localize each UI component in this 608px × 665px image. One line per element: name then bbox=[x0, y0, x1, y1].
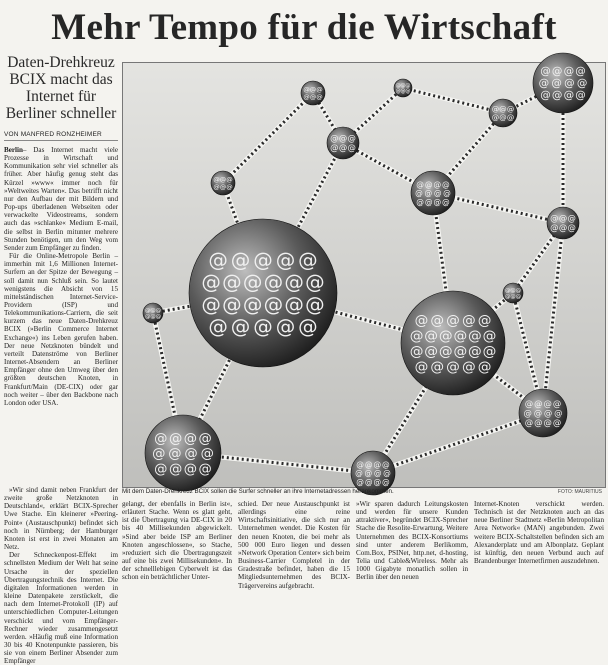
at-symbol: @ bbox=[373, 477, 382, 487]
at-symbol: @ bbox=[330, 142, 339, 153]
at-symbol: @ bbox=[200, 446, 214, 462]
at-symbol: @ bbox=[538, 77, 550, 90]
at-symbol: @ bbox=[558, 213, 568, 224]
at-symbol: @ bbox=[414, 359, 429, 376]
at-symbol: @ bbox=[424, 188, 433, 198]
at-symbol: @ bbox=[242, 292, 263, 316]
at-symbol: @ bbox=[433, 179, 442, 189]
at-symbol: @ bbox=[540, 89, 551, 102]
at-symbol: @ bbox=[168, 446, 182, 462]
at-symbol: @ bbox=[382, 477, 390, 487]
at-symbol: @ bbox=[201, 292, 221, 316]
byline: VON MANFRED RONZHEIMER bbox=[4, 131, 118, 141]
at-symbol: @ bbox=[515, 293, 522, 300]
article-column-4: »Wir sparen dadurch Leitungskosten und werden für unsere Kunden attraktiver«, begründet BCIX-Sprecher Stache die Resolite-Erwartung. Weitere Unternehmen des BCIX-Konsortiums sind unter anderem Berlikomm, Com.Box, PSINet, http.net, d-hosting, Telia und Cable&Wireless. Mehr als 1000 Gigabyte monatlich sollen in Berlin über den neuen bbox=[356, 500, 468, 582]
at-symbol: @ bbox=[222, 292, 242, 316]
article-column-5: Internet-Knoten verschickt werden. Technisch ist der Netzknoten auch an das neue Berliner Stadtnetz »Berlin Metropolitan Area Network« (MAN) angebunden. Zwei weitere BCIX-Schaltstellen befinden sich am Alexanderplatz und am Albonplatz. Geplant ist künftig, den neuen Verbund auch auf Brandenburger Internetfirmen auszudehnen. bbox=[474, 500, 604, 566]
at-symbol: @ bbox=[305, 292, 325, 316]
at-symbol: @ bbox=[184, 446, 198, 462]
at-symbol: @ bbox=[373, 468, 382, 478]
at-symbol: @ bbox=[383, 468, 391, 478]
at-sphere bbox=[411, 171, 455, 215]
at-sphere bbox=[145, 415, 221, 491]
at-symbol: @ bbox=[433, 188, 442, 198]
at-symbol: @ bbox=[534, 398, 543, 409]
at-symbol: @ bbox=[405, 88, 411, 95]
at-symbol: @ bbox=[168, 431, 183, 447]
at-symbol: @ bbox=[499, 112, 507, 122]
at-symbol: @ bbox=[303, 93, 310, 101]
at-symbol: @ bbox=[551, 89, 563, 102]
at-symbol: @ bbox=[263, 292, 284, 316]
at-symbol: @ bbox=[330, 133, 339, 144]
at-symbol: @ bbox=[356, 459, 364, 469]
article-column-1 bbox=[4, 146, 118, 486]
at-symbol: @ bbox=[168, 461, 183, 477]
at-symbol: @ bbox=[395, 83, 401, 90]
at-symbol: @ bbox=[442, 197, 450, 207]
at-sphere bbox=[327, 127, 359, 159]
at-sphere bbox=[533, 53, 593, 113]
at-symbol: @ bbox=[446, 312, 460, 329]
article-column-2: gelangt, der ebenfalls in Berlin ist«, erläutert Stache. Wenn es glatt geht, ist die Übertragung via DE-CIX in 20 bis 40 Millisekunden abgewickelt. »Sind aber beide ISP am Berliner Knoten angeschlossen«, so Stache, »reduziert sich die Übertragungszeit auf eine bis zwei Millisekunden«. In der schnelllebigen Cyberwelt ist das schon ein beträchtlicher Unter- bbox=[122, 500, 232, 582]
photo-illustration bbox=[123, 63, 605, 487]
at-symbol: @ bbox=[338, 133, 348, 144]
at-symbol: @ bbox=[554, 407, 563, 418]
at-symbol: @ bbox=[219, 176, 227, 184]
at-symbol: @ bbox=[453, 343, 468, 360]
at-symbol: @ bbox=[424, 197, 433, 207]
at-symbol: @ bbox=[506, 104, 515, 114]
at-symbol: @ bbox=[409, 327, 424, 344]
at-symbol: @ bbox=[338, 142, 348, 153]
at-symbol: @ bbox=[364, 477, 373, 487]
at-symbol: @ bbox=[482, 327, 497, 344]
at-symbol: @ bbox=[491, 104, 500, 114]
at-sphere bbox=[547, 207, 579, 239]
at-symbol: @ bbox=[534, 417, 543, 428]
at-symbol: @ bbox=[213, 176, 220, 184]
at-symbol: @ bbox=[226, 176, 233, 184]
paragraph-1: Berlin– Das Internet macht viele Prozesse in Wirtschaft und Kommunikation sehr viel schneller als früher. Aber häufig genug steht das Kürzel »www« immer noch für »Weltweites Warten«. Das betrifft nicht nur den Aufbau der mit Bildern und Pop-ups überladenen Webseiten oder verwackelte Videostreams, sondern auch das »schlanke« Medium E-mail, die selbst in Berlin mitunter mehrere Stunden benötigen, um den Weg vom Sender zum Empfänger zu finden. bbox=[4, 146, 118, 252]
at-symbol: @ bbox=[219, 183, 227, 191]
at-symbol: @ bbox=[477, 359, 492, 376]
at-symbol: @ bbox=[144, 313, 151, 320]
at-symbol: @ bbox=[298, 248, 318, 272]
at-symbol: @ bbox=[226, 183, 233, 191]
at-symbol: @ bbox=[482, 343, 497, 360]
at-symbol: @ bbox=[491, 112, 500, 122]
at-symbol: @ bbox=[443, 188, 451, 198]
at-symbol: @ bbox=[504, 287, 511, 294]
article-column-3: schied. Der neue Austauschpunkt ist allerdings eine reine Wirtschaftsinitiative, die sich nur an Unternehmen wendet. Die Kosten für den neuen Knoten, die bei mehr als 500 000 Euro liegen und dessen »Network Operation Center« sich beim Business-Carrier Completel in der Gradestraße befindet, haben die 15 Mitgliedsunternehmen des BCIX-Trägervereins aufgebracht. bbox=[238, 500, 350, 590]
at-symbol: @ bbox=[415, 188, 423, 198]
at-symbol: @ bbox=[430, 359, 445, 376]
at-symbol: @ bbox=[468, 327, 482, 344]
at-symbol: @ bbox=[543, 407, 553, 418]
at-symbol: @ bbox=[576, 77, 588, 90]
at-sphere bbox=[401, 291, 505, 395]
at-symbol: @ bbox=[477, 312, 492, 329]
at-symbol: @ bbox=[567, 213, 576, 224]
at-symbol: @ bbox=[510, 287, 516, 294]
at-symbol: @ bbox=[309, 86, 317, 94]
at-symbol: @ bbox=[316, 86, 323, 94]
network-spheres-photo bbox=[122, 62, 606, 488]
deck: Daten-Drehkreuz BCIX macht das Internet für Berliner schneller bbox=[5, 54, 117, 122]
at-symbol: @ bbox=[382, 459, 390, 469]
at-symbol: @ bbox=[208, 315, 228, 339]
at-symbol: @ bbox=[416, 197, 424, 207]
paragraph-3: »Wir sind damit neben Frankfurt der zweite große Netzknoten in Deutschland«, erklärt BCIX-Sprecher Uwe Stache. Ein kleinerer »Peering-Point« (Austauschpunkt) befindet sich noch in Nürnberg; der Hamburger Knoten ist erst in zwei Monaten am Netz. bbox=[4, 486, 118, 552]
at-symbol: @ bbox=[551, 77, 562, 90]
at-symbol: @ bbox=[275, 315, 296, 339]
at-symbol: @ bbox=[183, 431, 198, 447]
at-symbol: @ bbox=[222, 270, 242, 294]
at-symbol: @ bbox=[558, 222, 568, 233]
at-symbol: @ bbox=[150, 307, 156, 314]
at-symbol: @ bbox=[424, 179, 433, 189]
at-symbol: @ bbox=[309, 93, 317, 101]
at-symbol: @ bbox=[347, 142, 356, 153]
at-symbol: @ bbox=[563, 89, 575, 102]
photo-credit: FOTO: MAURITIUS bbox=[557, 489, 602, 495]
at-sphere bbox=[143, 303, 163, 323]
at-symbol: @ bbox=[468, 343, 482, 360]
at-symbol: @ bbox=[433, 197, 442, 207]
at-sphere bbox=[189, 219, 337, 367]
at-symbol: @ bbox=[446, 359, 460, 376]
at-symbol: @ bbox=[183, 461, 198, 477]
article-column-1-continued bbox=[4, 486, 118, 665]
at-symbol: @ bbox=[284, 270, 304, 294]
at-symbol: @ bbox=[364, 459, 373, 469]
at-sphere bbox=[211, 171, 235, 195]
at-symbol: @ bbox=[550, 222, 559, 233]
at-symbol: @ bbox=[395, 88, 401, 95]
at-symbol: @ bbox=[347, 133, 356, 144]
at-symbol: @ bbox=[298, 315, 318, 339]
at-symbol: @ bbox=[461, 312, 476, 329]
at-symbol: @ bbox=[430, 312, 445, 329]
at-symbol: @ bbox=[400, 83, 406, 90]
at-sphere bbox=[519, 389, 567, 437]
at-sphere bbox=[301, 81, 325, 105]
at-symbol: @ bbox=[524, 398, 534, 409]
at-symbol: @ bbox=[201, 270, 221, 294]
at-symbol: @ bbox=[461, 359, 476, 376]
at-symbol: @ bbox=[198, 431, 212, 447]
at-symbol: @ bbox=[400, 88, 406, 95]
at-symbol: @ bbox=[499, 104, 507, 114]
at-symbol: @ bbox=[523, 407, 532, 418]
at-symbol: @ bbox=[564, 77, 575, 90]
at-symbol: @ bbox=[152, 446, 166, 462]
at-symbol: @ bbox=[208, 248, 228, 272]
at-symbol: @ bbox=[453, 327, 468, 344]
at-symbol: @ bbox=[150, 313, 156, 320]
at-symbol: @ bbox=[540, 65, 551, 78]
at-symbol: @ bbox=[552, 417, 562, 428]
at-symbol: @ bbox=[551, 65, 563, 78]
at-symbol: @ bbox=[533, 407, 543, 418]
paragraph-4: Der Schneckenpost-Effekt im schnellsten Medium der Welt hat seine Ursache in der speziellen Übertragungstechnik des Internet. Die digitalen Informationen werden in kleine Datenpakete zerstückelt, die nach dem Internet-Protokoll (IP) auf unterschiedlichen Computer-Leitungen verschickt und vom Empfänger-Rechner wieder zusammengesetzt werden. »Häufig muß eine Information 30 bis 40 Knotenpunkte passieren, bis sie von einem Berliner Absender zum Empfänger bbox=[4, 551, 118, 665]
at-symbol: @ bbox=[154, 431, 168, 447]
at-symbol: @ bbox=[263, 270, 284, 294]
at-symbol: @ bbox=[213, 183, 220, 191]
at-symbol: @ bbox=[506, 112, 515, 122]
at-symbol: @ bbox=[364, 468, 373, 478]
at-sphere bbox=[394, 79, 412, 97]
at-symbol: @ bbox=[355, 468, 363, 478]
headline: Mehr Tempo für die Wirtschaft bbox=[51, 7, 557, 48]
at-symbol: @ bbox=[543, 417, 552, 428]
paragraph-2: Für die Online-Metropole Berlin – immerhin mit 1,6 Millionen Internet-Surfern an der Spitze der Bewegung – soll damit nun Schluß sein. So lautet wenigstens die Absicht von 15 mittelständischen Internet-Service-Providern (ISP) und Telekommunikations-Carriern, die seit kurzem das neue Daten-Drehkreuz BCIX (»Berlin Commerce Internet Exchange«) ins Leben gerufen haben. Der neue Netzknoten bündelt und verteilt Datenströme von Berliner Internet-Absendern an Berliner Empfänger ohne den Umweg über den größten deutschen Knoten, in Frankfurt/Main (DE-CIX) oder gar noch weiter – über den Backbone nach London oder USA. bbox=[4, 252, 118, 407]
at-symbol: @ bbox=[303, 86, 310, 94]
at-symbol: @ bbox=[405, 83, 411, 90]
photo-caption: Mit dem Daten-Drehkreuz BCIX sollen die Surfer schneller an ihre Internetadressen herankommen. bbox=[122, 488, 394, 495]
at-symbol: @ bbox=[253, 248, 273, 272]
at-symbol: @ bbox=[543, 398, 552, 409]
at-symbol: @ bbox=[524, 417, 534, 428]
at-symbol: @ bbox=[414, 312, 429, 329]
at-symbol: @ bbox=[284, 292, 304, 316]
at-sphere bbox=[489, 99, 517, 127]
at-symbol: @ bbox=[275, 248, 296, 272]
at-symbol: @ bbox=[316, 93, 323, 101]
at-symbol: @ bbox=[550, 213, 559, 224]
at-symbol: @ bbox=[504, 293, 511, 300]
at-symbol: @ bbox=[416, 179, 424, 189]
at-symbol: @ bbox=[356, 477, 364, 487]
at-symbol: @ bbox=[442, 179, 450, 189]
at-symbol: @ bbox=[373, 459, 382, 469]
at-symbol: @ bbox=[510, 293, 516, 300]
at-symbol: @ bbox=[567, 222, 576, 233]
dateline: Berlin bbox=[4, 146, 23, 154]
at-symbol: @ bbox=[155, 307, 162, 314]
at-symbol: @ bbox=[575, 65, 586, 78]
at-symbol: @ bbox=[424, 343, 438, 360]
at-symbol: @ bbox=[575, 89, 586, 102]
at-symbol: @ bbox=[515, 287, 522, 294]
at-symbol: @ bbox=[242, 270, 263, 294]
at-symbol: @ bbox=[438, 343, 453, 360]
at-symbol: @ bbox=[230, 248, 251, 272]
at-symbol: @ bbox=[563, 65, 575, 78]
at-symbol: @ bbox=[409, 343, 424, 360]
at-symbol: @ bbox=[552, 398, 562, 409]
at-symbol: @ bbox=[155, 313, 162, 320]
at-symbol: @ bbox=[424, 327, 438, 344]
at-symbol: @ bbox=[198, 461, 212, 477]
at-symbol: @ bbox=[305, 270, 325, 294]
at-symbol: @ bbox=[230, 315, 251, 339]
at-symbol: @ bbox=[154, 461, 168, 477]
at-sphere bbox=[503, 283, 523, 303]
at-symbol: @ bbox=[144, 307, 151, 314]
at-symbol: @ bbox=[438, 327, 453, 344]
at-symbol: @ bbox=[253, 315, 273, 339]
